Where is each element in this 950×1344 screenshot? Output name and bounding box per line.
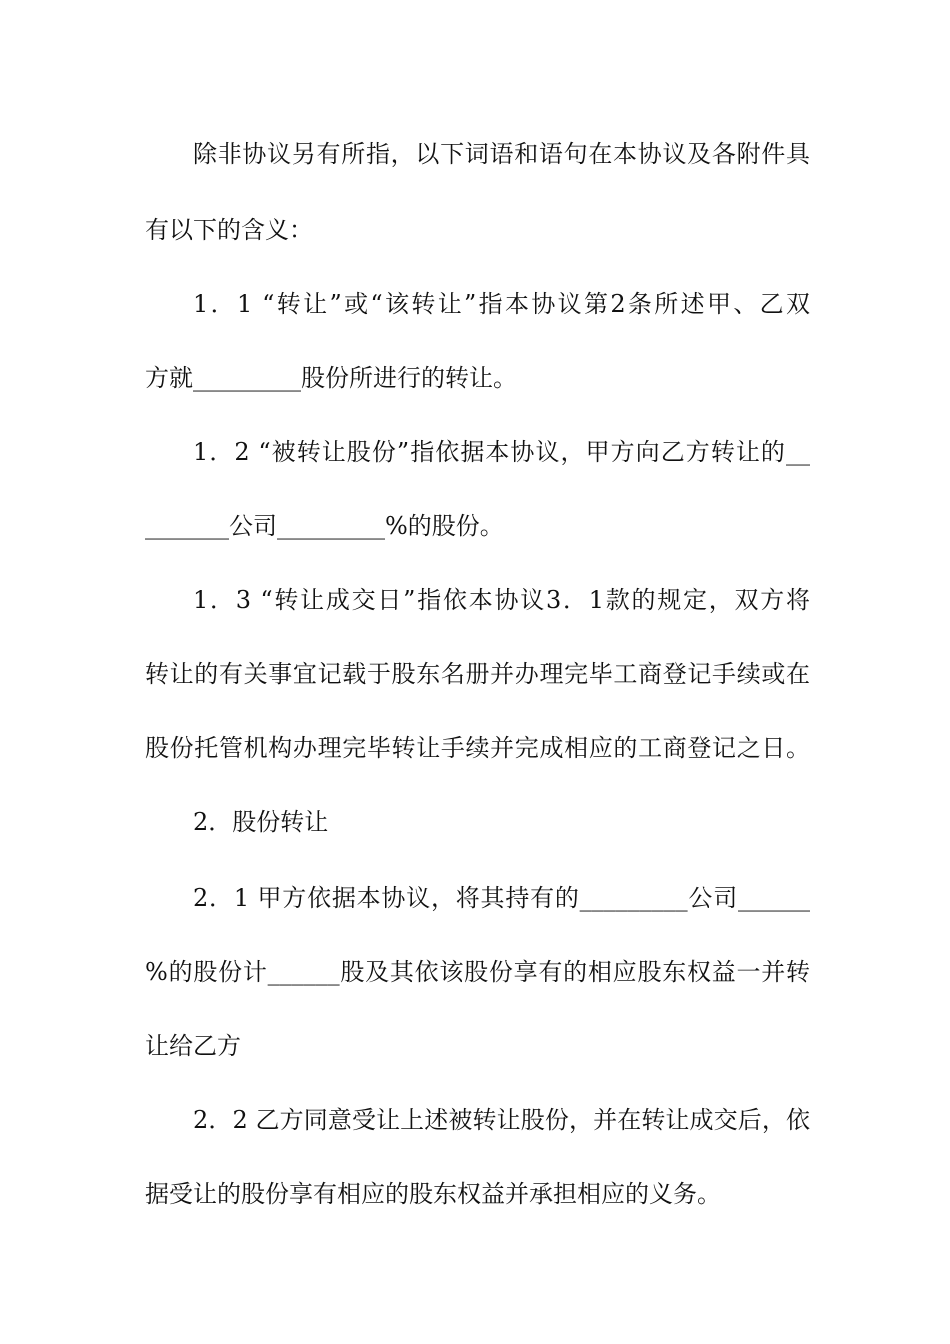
text-line: 方就_________股份所进行的转让。 [145,364,517,392]
text-line: 2．1 甲方依据本协议，将其持有的_________公司______ [193,884,810,912]
text-line: 2．2 乙方同意受让上述被转让股份，并在转让成交后，依 [193,1106,810,1134]
text-line: 1．1 “转让”或“该转让”指本协议第2条所述甲、乙双 [193,290,810,318]
text-line: 有以下的含义： [145,216,313,244]
text-line: 1．3 “转让成交日”指依本协议3．1款的规定，双方将 [193,586,810,614]
section-heading: 2．股份转让 [193,808,329,836]
text-line: 让给乙方 [145,1032,241,1060]
text-line: _______公司_________%的股份。 [145,512,504,540]
text-line: 转让的有关事宜记载于股东名册并办理完毕工商登记手续或在 [145,660,810,688]
text-line: 除非协议另有所指，以下词语和语句在本协议及各附件具 [193,140,810,168]
text-line: 股份托管机构办理完毕转让手续并完成相应的工商登记之日。 [145,734,810,762]
text-line: 据受让的股份享有相应的股东权益并承担相应的义务。 [145,1180,721,1208]
text-line: %的股份计______股及其依该股份享有的相应股东权益一并转 [145,958,810,986]
text-line: 1．2 “被转让股份”指依据本协议，甲方向乙方转让的__ [193,438,810,466]
